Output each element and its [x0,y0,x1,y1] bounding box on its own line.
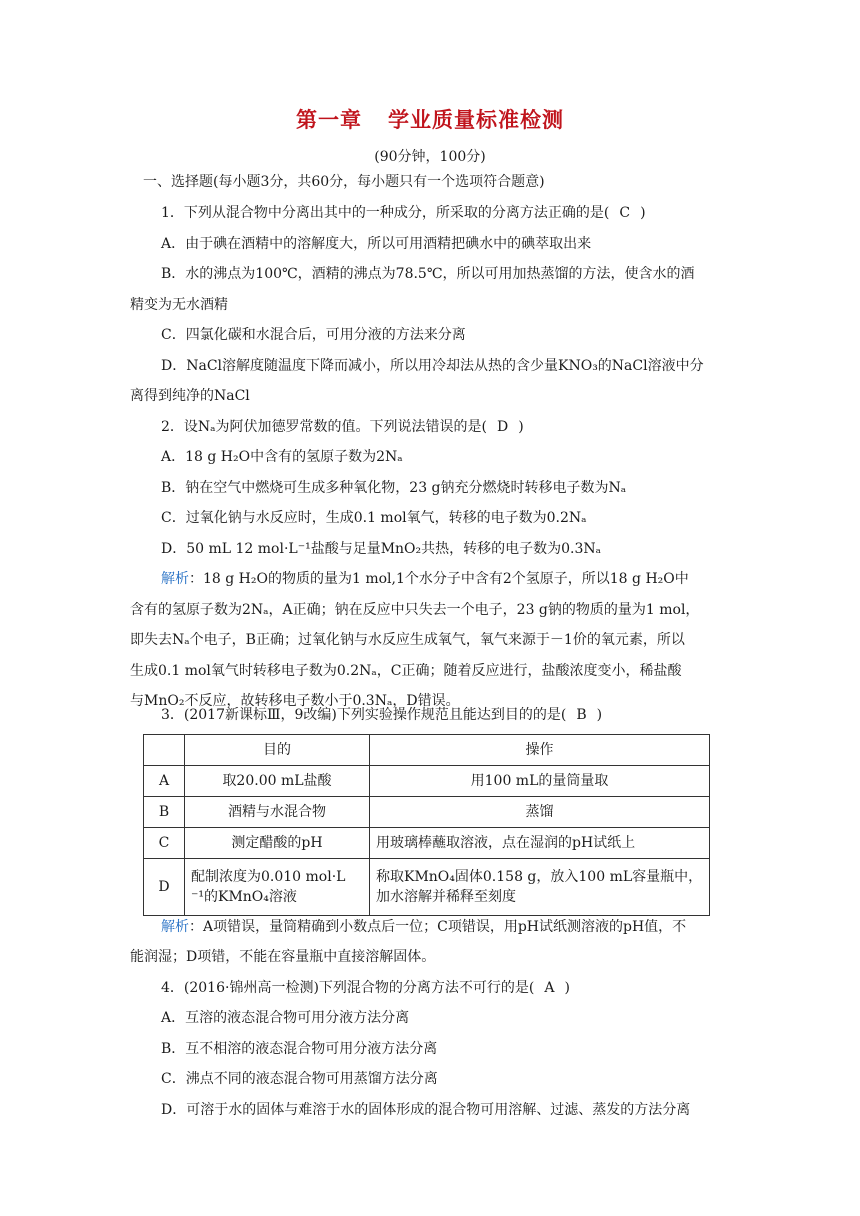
title-text: 学业质量标准检测 [388,107,564,132]
q2-explanation-line4: 生成0.1 mol氧气时转移电子数为0.2Nₐ，C正确；随着反应进行，盐酸浓度变小，稀盐酸 [130,663,682,679]
row-purpose: 取20.00 mL盐酸 [185,766,370,797]
q1-option-c: C．四氯化碳和水混合后，可用分液的方法来分离 [161,327,466,343]
row-operation: 蒸馏 [370,797,710,828]
q4-option-a: A．互溶的液态混合物可用分液方法分离 [161,1010,410,1026]
table-row [144,766,710,797]
q1-option-b-line2: 精变为无水酒精 [130,297,228,313]
q3-explanation-line1: 解析：A项错误，量筒精确到小数点后一位；C项错误，用pH试纸测溶液的pH值，不 [161,919,687,935]
row-purpose: 配制浓度为0.010 mol·L ⁻¹的KMnO₄溶液 [185,859,370,916]
q1-option-d-line1: D．NaCl溶解度随温度下降而减小，所以用冷却法从热的含少量KNO₃的NaCl溶液中分 [161,358,704,374]
q3-explanation-line2: 能润湿；D项错，不能在容量瓶中直接溶解固体。 [130,949,436,965]
question-1-stem: 1．下列从混合物中分离出其中的一种成分，所采取的分离方法正确的是( C ) [161,205,646,221]
q2-option-c: C．过氧化钠与水反应时，生成0.1 mol氧气，转移的电子数为0.2Nₐ [161,510,587,526]
question-3-answer: B [576,707,587,723]
row-operation: 用100 mL的量筒量取 [370,766,710,797]
experiment-table [143,734,710,916]
row-operation: 称取KMnO₄固体0.158 g，放入100 mL容量瓶中， 加水溶解并稀释至刻度 [370,859,710,916]
time-score-note: (90分钟，100分) [374,149,486,165]
q2-explanation-line2: 含有的氢原子数为2Nₐ，A正确；钠在反应中只失去一个电子，23 g钠的物质的量为1 mol， [130,602,700,618]
question-4-answer: A [544,980,555,996]
row-label: B [144,797,185,828]
row-label: C [144,828,185,859]
q2-explanation-line5: 与MnO₂不反应，故转移电子数小于0.3Nₐ，D错误。 [130,693,460,709]
question-3-stem: 3．(2017新课标Ⅲ，9改编)下列实验操作规范且能达到目的的是( B ) [161,707,603,723]
question-4-stem: 4．(2016·锦州高一检测)下列混合物的分离方法不可行的是( A ) [161,980,570,996]
q1-option-b-line1: B．水的沸点为100℃，酒精的沸点为78.5℃，所以可用加热蒸馏的方法，使含水的酒 [161,266,695,282]
section-heading: 一、选择题(每小题3分，共60分，每小题只有一个选项符合题意) [143,174,545,190]
q2-explanation-line3: 即失去Nₐ个电子，B正确；过氧化钠与水反应生成氧气，氧气来源于－1价的氧元素，所以 [130,632,685,648]
table-header-cell: 目的 [185,735,370,766]
q1-option-a: A．由于碘在酒精中的溶解度大，所以可用酒精把碘水中的碘萃取出来 [161,236,592,252]
row-operation: 用玻璃棒蘸取溶液，点在湿润的pH试纸上 [370,828,710,859]
chapter-label: 第一章 [296,107,362,132]
page-title [0,104,860,134]
q1-option-d-line2: 离得到纯净的NaCl [130,388,250,404]
q4-option-c: C．沸点不同的液态混合物可用蒸馏方法分离 [161,1071,438,1087]
explain-label: 解析 [161,919,189,935]
q2-option-b: B．钠在空气中燃烧可生成多种氧化物，23 g钠充分燃烧时转移电子数为Nₐ [161,480,627,496]
table-header-cell [144,735,185,766]
explain-label: 解析 [161,571,189,587]
row-label: A [144,766,185,797]
table-header-row [144,735,710,766]
q4-option-d: D．可溶于水的固体与难溶于水的固体形成的混合物可用溶解、过滤、蒸发的方法分离 [161,1102,691,1118]
question-2-stem: 2．设Nₐ为阿伏加德罗常数的值。下列说法错误的是( D ) [161,419,524,435]
question-1-answer: C [619,205,631,221]
q4-option-b: B．互不相溶的液态混合物可用分液方法分离 [161,1041,438,1057]
q2-option-a: A．18 g H₂O中含有的氢原子数为2Nₐ [161,449,403,465]
row-purpose: 酒精与水混合物 [185,797,370,828]
table-header-cell: 操作 [370,735,710,766]
q2-option-d: D．50 mL 12 mol·L⁻¹盐酸与足量MnO₂共热，转移的电子数为0.3Nₐ [161,541,602,557]
question-2-answer: D [497,419,509,435]
table-row [144,828,710,859]
q2-explanation-line1: 解析：18 g H₂O的物质的量为1 mol,1个水分子中含有2个氢原子，所以18 g H₂O中 [161,571,689,587]
row-label: D [144,859,185,916]
table-row [144,797,710,828]
row-purpose: 测定醋酸的pH [185,828,370,859]
table-row [144,859,710,916]
